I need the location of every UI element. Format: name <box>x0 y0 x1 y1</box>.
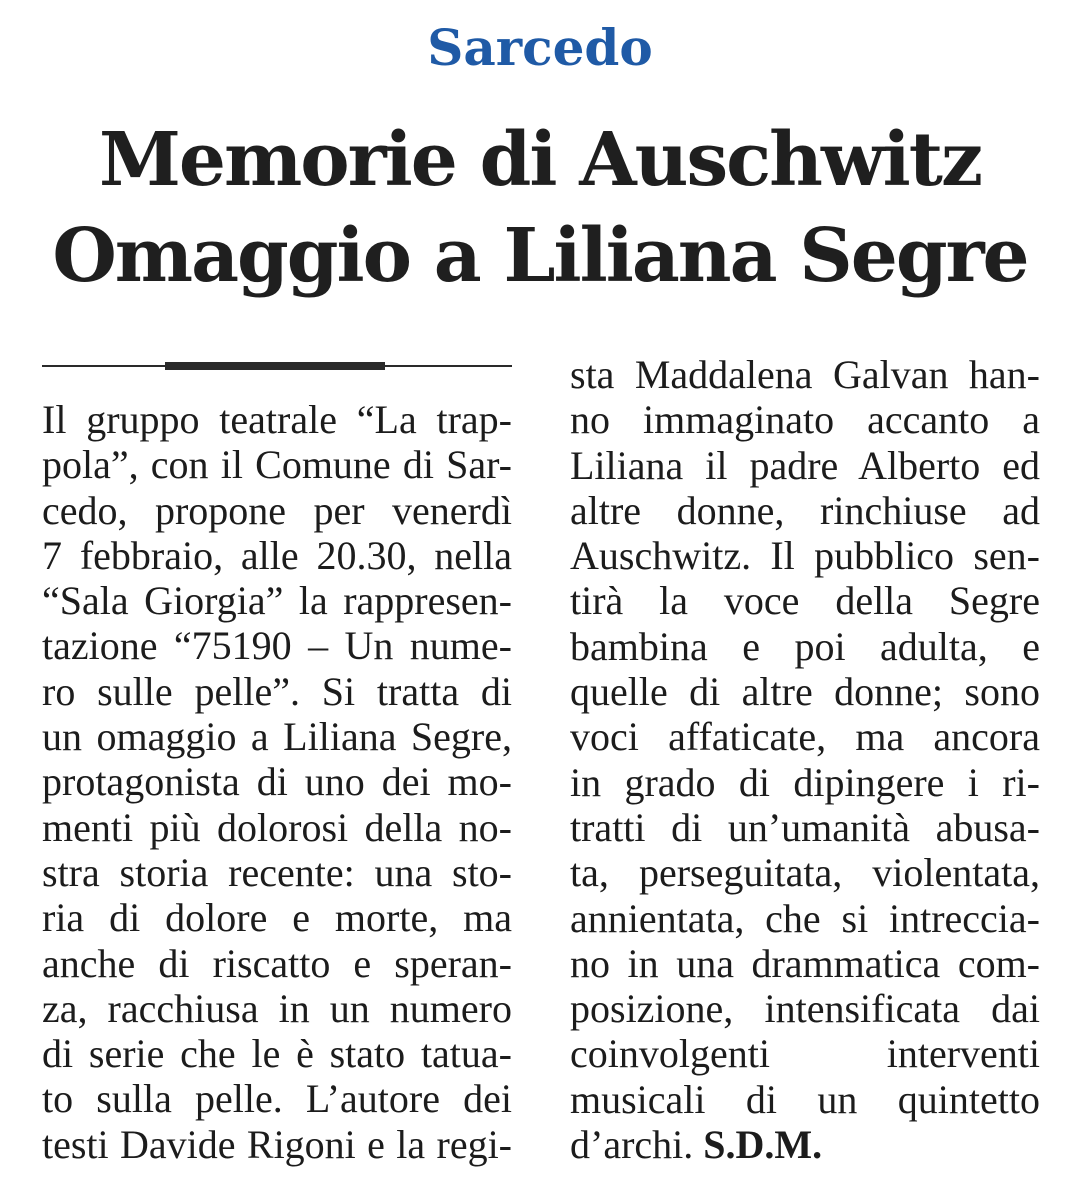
text-line: bambina e poi adulta, e <box>570 623 1040 669</box>
text-line: testi Davide Rigoni e la regi- <box>42 1121 512 1167</box>
text-line: anche di riscatto e speran- <box>42 940 512 986</box>
text-line: menti più dolorosi della no- <box>42 804 512 850</box>
text-line: quelle di altre donne; sono <box>570 669 1040 715</box>
text-line: tirà la voce della Segre <box>570 578 1040 624</box>
text-line: stra storia recente: una sto- <box>42 849 512 895</box>
text-line: “Sala Giorgia” la rappresen- <box>42 578 512 624</box>
text-line: Auschwitz. Il pubblico sen- <box>570 533 1040 579</box>
text-line: no immaginato accanto a <box>570 397 1040 443</box>
text-line: in grado di dipingere i ri- <box>570 759 1040 805</box>
text-line: un omaggio a Liliana Segre, <box>42 714 512 760</box>
text-line: Il gruppo teatrale “La trap- <box>42 397 512 442</box>
text-line: Liliana il padre Alberto ed <box>570 442 1040 488</box>
text-line-closing <box>570 1122 1040 1167</box>
author-signature: S.D.M. <box>703 1122 823 1168</box>
text-line: to sulla pelle. L’autore dei <box>42 1076 512 1122</box>
text-line: ta, perseguitata, violentata, <box>570 850 1040 896</box>
text-line: posizione, intensificata dai <box>570 986 1040 1032</box>
text-line: cedo, propone per venerdì <box>42 487 512 533</box>
text-line: altre donne, rinchiuse ad <box>570 487 1040 533</box>
text-line: no in una drammatica com- <box>570 940 1040 986</box>
closing-text: d’archi. <box>570 1122 694 1168</box>
text-line: za, racchiusa in un numero <box>42 985 512 1031</box>
headline <box>0 112 1080 304</box>
divider-rule-accent <box>165 362 385 370</box>
text-line: tazione “75190 – Un nume- <box>42 623 512 669</box>
text-line: ro sulle pelle”. Si tratta di <box>42 668 512 714</box>
text-line: voci affaticate, ma ancora <box>570 714 1040 760</box>
article-column-2 <box>570 352 1040 1167</box>
text-line: coinvolgenti interventi <box>570 1031 1040 1077</box>
headline-line: Omaggio a Liliana Segre <box>52 213 1028 299</box>
article-column-1 <box>42 397 512 1167</box>
text-line: 7 febbraio, alle 20.30, nella <box>42 532 512 578</box>
text-line: tratti di un’umanità abusa- <box>570 804 1040 850</box>
text-line: protagonista di uno dei mo- <box>42 759 512 805</box>
text-line: di serie che le è stato tatua- <box>42 1031 512 1077</box>
section-kicker: Sarcedo <box>427 18 653 77</box>
text-line: annientata, che si intreccia- <box>570 895 1040 941</box>
headline-line: Memorie di Auschwitz <box>99 117 981 203</box>
text-line: musicali di un quintetto <box>570 1076 1040 1122</box>
text-line: ria di dolore e morte, ma <box>42 895 512 941</box>
text-line: sta Maddalena Galvan han- <box>570 352 1040 397</box>
text-line: pola”, con il Comune di Sar- <box>42 442 512 488</box>
